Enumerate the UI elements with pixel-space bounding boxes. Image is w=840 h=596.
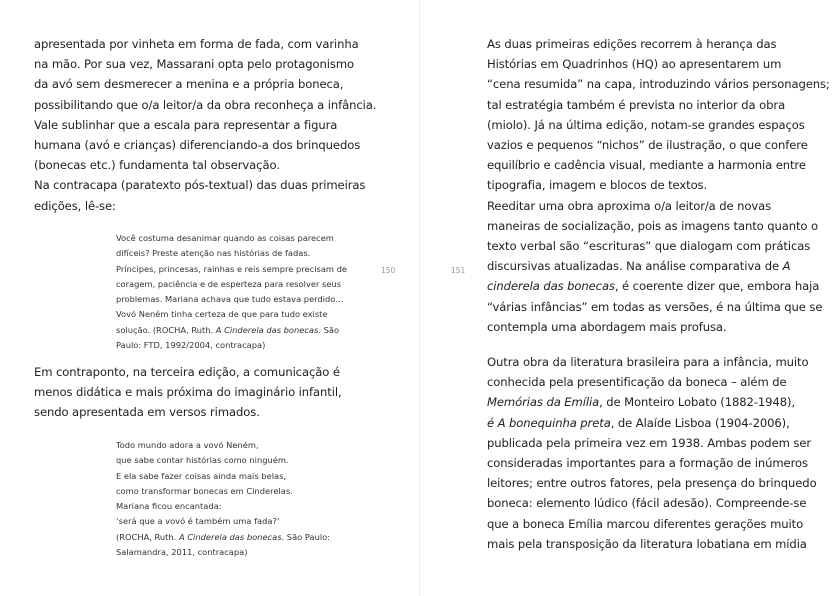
quote-line: difíceis? Preste atenção nas histórias de fadas.: [116, 248, 311, 259]
text-line: da avó sem desmerecer a menina e a própria boneca,: [34, 77, 344, 92]
text-line: Histórias em Quadrinhos (HQ) ao apresentarem um: [487, 57, 782, 72]
text-line: consideradas importantes para a formação de inúmeros: [487, 456, 808, 471]
quote-line: problemas. Mariana achava que tudo estava perdido…: [116, 294, 344, 305]
text-line: possibilitando que o/a leitor/a da obra reconheça a infância.: [34, 97, 377, 112]
text-line: Vale sublinhar que a escala para representar a figura: [34, 117, 338, 132]
text-line: [487, 392, 822, 412]
text-line: conhecida pela presentificação da boneca – além de: [487, 375, 787, 390]
page-number-right: 151: [451, 266, 466, 275]
text-line: humana (avó e crianças) diferenciando-a dos brinquedos: [34, 138, 361, 153]
block-quote-2: [116, 438, 356, 560]
book-title: A Cinderela das bonecas: [178, 531, 282, 542]
text-line: edições, lê-se:: [34, 198, 116, 213]
verse-line: que sabe contar histórias como ninguém.: [116, 455, 289, 466]
text-line: Em contraponto, na terceira edição, a comunicação é: [34, 365, 340, 379]
text-line: tipografia, imagem e blocos de textos.: [487, 178, 708, 193]
quote-citation-line: Paulo: FTD, 1992/2004, contracapa): [116, 340, 266, 351]
text-line: que a boneca Emília marcou diferentes gerações muito: [487, 516, 804, 531]
text-line: mais pela transposição da literatura lobatiana em mídia: [487, 536, 807, 551]
book-title: Memórias da Emília: [487, 395, 600, 410]
text-line: [487, 413, 822, 433]
citation-text: . São: [318, 324, 340, 335]
text-line: (bonecas etc.) fundamenta tal observação.: [34, 158, 280, 173]
book-title: A: [782, 259, 791, 274]
text-line: na mão. Por sua vez, Massarani opta pelo protagonismo: [34, 57, 355, 72]
right-paragraph-2: [487, 352, 822, 554]
quote-citation-line: [116, 323, 356, 338]
quote-line: Príncipes, princesas, rainhas e reis sempre precisam de: [116, 263, 347, 274]
quote-citation-line: [116, 530, 356, 545]
text-line: menos didática e mais próxima do imaginário infantil,: [34, 385, 342, 400]
book-title: cinderela das bonecas: [487, 279, 615, 294]
citation-text: (ROCHA, Ruth.: [116, 531, 179, 542]
text-line: Outra obra da literatura brasileira para a infância, muito: [487, 355, 809, 369]
quote-line: Vovó Neném tinha certeza de que para tudo existe: [116, 309, 328, 320]
quote-line: Você costuma desanimar quando as coisas parecem: [116, 233, 334, 243]
citation-text: . São Paulo:: [281, 531, 331, 542]
text-segment: , de Alaíde Lisboa (1904-2006),: [610, 415, 790, 430]
text-segment: é: [487, 415, 498, 430]
text-line: [487, 276, 822, 296]
right-paragraph-1: [487, 34, 830, 337]
text-segment: , é coerente dizer que, embora haja: [614, 279, 820, 294]
text-line: contempla uma abordagem mais profusa.: [487, 319, 727, 334]
verse-line: E ela sabe fazer coisas ainda mais belas,: [116, 470, 287, 481]
quote-citation-line: Salamandra, 2011, contracapa): [116, 547, 248, 558]
text-line: equilíbrio e cadência visual, mediante a harmonia entre: [487, 158, 806, 173]
text-line: As duas primeiras edições recorrem à herança das: [487, 37, 777, 51]
book-title: A bonequinha preta: [497, 415, 611, 430]
block-quote-1: [116, 231, 356, 353]
text-line: “várias infâncias” em todas as versões, é na última que se: [487, 299, 823, 314]
verse-line: como transformar bonecas em Cinderelas.: [116, 485, 293, 496]
citation-text: solução. (ROCHA, Ruth.: [116, 324, 216, 335]
text-line: maneiras de socialização, pois as imagens tanto quanto o: [487, 218, 818, 233]
verse-line: Mariana ficou encantada:: [116, 501, 222, 512]
text-line: Reeditar uma obra aproxima o/a leitor/a de novas: [487, 198, 772, 213]
text-line: boneca: elemento lúdico (fácil adesão). Compreende-se: [487, 496, 807, 511]
text-line: leitores; entre outros fatores, pela presença do brinquedo: [487, 476, 817, 491]
book-title: A Cinderela das bonecas: [215, 324, 319, 335]
verse-line: ‘será que a vovó é também uma fada?’: [116, 516, 280, 527]
left-paragraph-2: [34, 362, 406, 423]
text-line: [487, 256, 822, 276]
left-paragraph-1: [34, 34, 406, 216]
text-line: apresentada por vinheta em forma de fada, com varinha: [34, 37, 359, 51]
page-number-left: 150: [381, 266, 396, 275]
text-line: publicada pela primeira vez em 1938. Ambas podem ser: [487, 435, 812, 450]
text-line: “cena resumida” na capa, introduzindo vários personagens;: [487, 77, 830, 92]
text-line: sendo apresentada em versos rimados.: [34, 405, 260, 420]
text-line: (miolo). Já na última edição, notam-se grandes espaços: [487, 117, 805, 132]
quote-line: coragem, paciência e de esperteza para resolver seus: [116, 278, 342, 289]
text-line: tal estratégia também é prevista no interior da obra: [487, 97, 786, 112]
text-segment: discursivas atualizadas. Na análise comparativa de: [487, 259, 783, 274]
text-segment: , de Monteiro Lobato (1882-1948),: [599, 395, 796, 410]
verse-line: Todo mundo adora a vovó Neném,: [116, 440, 259, 450]
text-line: vazios e pequenos “nichos” de ilustração, o que confere: [487, 138, 808, 153]
text-line: texto verbal são “escrituras” que dialogam com práticas: [487, 239, 811, 254]
text-line: Na contracapa (paratexto pós-textual) das duas primeiras: [34, 178, 366, 193]
